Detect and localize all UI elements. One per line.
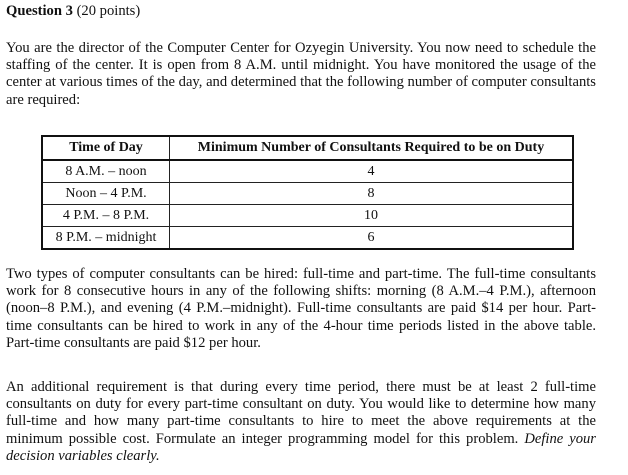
time-cell: 8 P.M. – midnight bbox=[42, 227, 170, 250]
question-page bbox=[6, 2, 606, 464]
time-cell: Noon – 4 P.M. bbox=[42, 183, 170, 205]
question-heading bbox=[6, 2, 606, 20]
time-cell: 4 P.M. – 8 P.M. bbox=[42, 205, 170, 227]
additional-requirement-text: An additional requirement is that during every time period, there must be at least 2 full-time consultants on duty for every part-time consultant on duty. You would like to determine how many full-time and how many part-time consultants to hire to meet the above requirements at the minimum possible cost. Formulate an integer programming model for this problem. bbox=[6, 379, 596, 447]
required-cell: 4 bbox=[170, 160, 574, 183]
table-row bbox=[42, 183, 573, 205]
question-points: (20 points) bbox=[76, 3, 141, 19]
table-row bbox=[42, 205, 573, 227]
header-time-of-day: Time of Day bbox=[42, 136, 170, 160]
time-cell: 8 A.M. – noon bbox=[42, 160, 170, 183]
staffing-requirements-table bbox=[41, 135, 574, 250]
table-row bbox=[42, 227, 573, 250]
required-cell: 6 bbox=[170, 227, 574, 250]
question-label: Question 3 bbox=[6, 3, 73, 19]
table-row bbox=[42, 160, 573, 183]
additional-requirement-paragraph bbox=[6, 379, 596, 465]
intro-paragraph: You are the director of the Computer Center for Ozyegin University. You now need to schedule the staffing of the center. It is open from 8 A.M. until midnight. You have monitored the usage of the center at various times of the day, and determined that the following number of computer consultants are required: bbox=[6, 40, 596, 108]
consultant-types-paragraph: Two types of computer consultants can be hired: full-time and part-time. The full-time consultants work for 8 consecutive hours in any of the following shifts: morning (8 A.M.–4 P.M.), afternoon (noon–8 P.M.), and evening (4 P.M.–midnight). Full-time consultants are paid $14 per hour. Part-time consultants can be hired to work in any of the 4-hour time periods listed in the above table. Part-time consultants are paid $12 per hour. bbox=[6, 266, 596, 351]
header-minimum-consultants: Minimum Number of Consultants Required to be on Duty bbox=[170, 136, 574, 160]
table-header-row bbox=[42, 136, 573, 160]
required-cell: 8 bbox=[170, 183, 574, 205]
decision-variables-instruction: Define your decision variables clearly. bbox=[6, 430, 596, 464]
required-cell: 10 bbox=[170, 205, 574, 227]
